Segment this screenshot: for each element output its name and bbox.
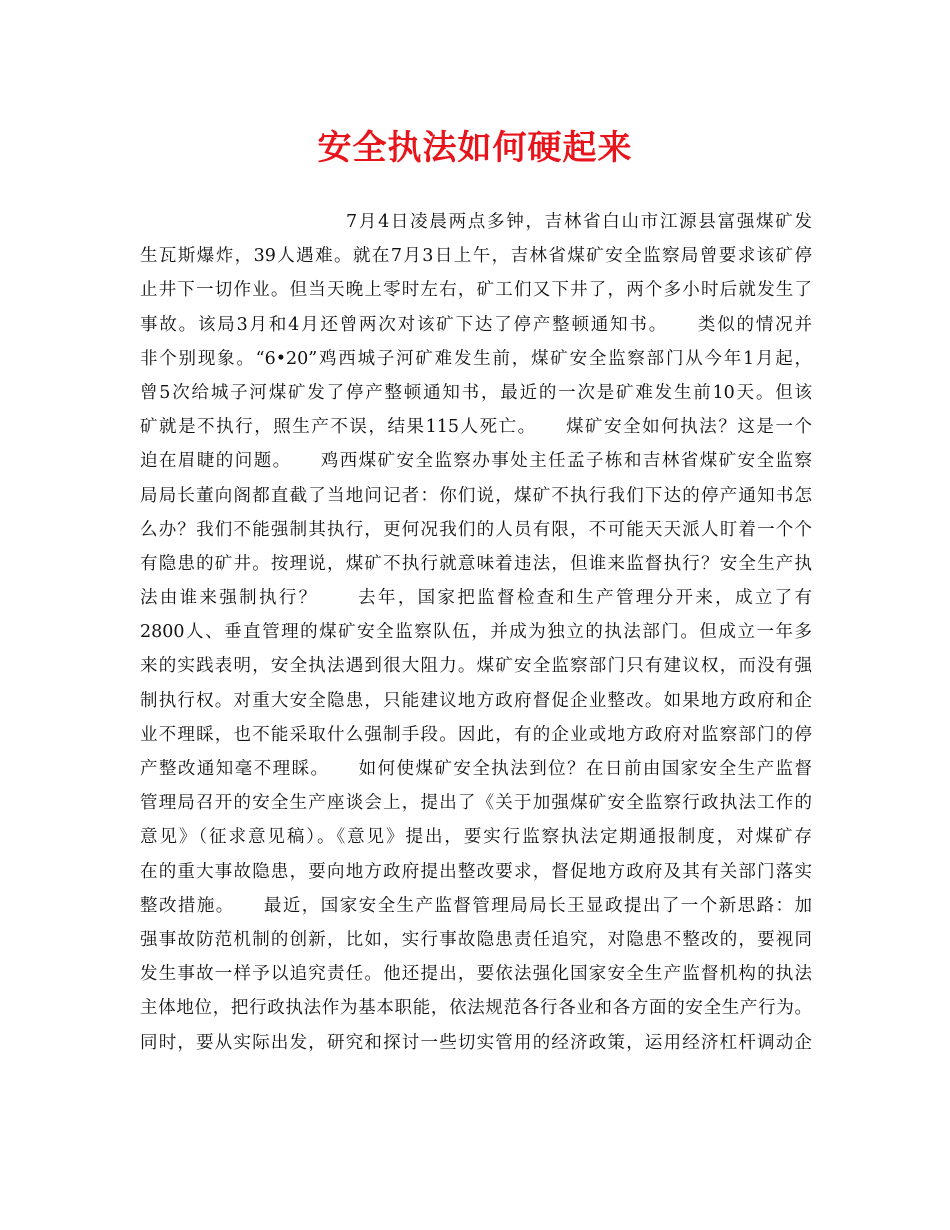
article-line: 非个别现象。“6•20”鸡西城子河矿难发生前，煤矿安全监察部门从今年1月起， — [140, 348, 812, 369]
article-line: 制执行权。对重大安全隐患，只能建议地方政府督促企业整改。如果地方政府和企 — [140, 690, 812, 711]
article-line: 矿就是不执行，照生产不误，结果115人死亡。 煤矿安全如何执法？这是一个 — [140, 417, 812, 438]
article-line: 7月4日凌晨两点多钟，吉林省白山市江源县富强煤矿发 — [346, 212, 812, 232]
article-line: 迫在眉睫的问题。 鸡西煤矿安全监察办事处主任孟子栋和吉林省煤矿安全监察 — [140, 451, 812, 472]
article-line: 2800人、垂直管理的煤矿安全监察队伍，并成为独立的执法部门。但成立一年多 — [140, 622, 812, 643]
article-line: 在的重大事故隐患，要向地方政府提出整改要求，督促地方政府及其有关部门落实 — [140, 861, 812, 882]
article-line: 强事故防范机制的创新，比如，实行事故隐患责任追究，对隐患不整改的，要视同 — [140, 929, 812, 950]
article-body — [140, 205, 812, 1060]
article-line: 业不理睬，也不能采取什么强制手段。因此，有的企业或地方政府对监察部门的停 — [140, 724, 812, 745]
article-line: 同时，要从实际出发，研究和探讨一些切实管用的经济政策，运用经济杠杆调动企 — [140, 1032, 812, 1053]
article-line: 曾5次给城子河煤矿发了停产整顿通知书，最近的一次是矿难发生前10天。但该 — [140, 382, 812, 403]
article-line: 事故。该局3月和4月还曾两次对该矿下达了停产整顿通知书。 类似的情况并 — [140, 314, 812, 335]
article-line: 来的实践表明，安全执法遇到很大阻力。煤矿安全监察部门只有建议权，而没有强 — [140, 656, 812, 677]
article-line: 局局长董向阁都直截了当地问记者：你们说，煤矿不执行我们下达的停产通知书怎 — [140, 485, 812, 506]
article-line: 止井下一切作业。但当天晚上零时左右，矿工们又下井了，两个多小时后就发生了 — [140, 280, 812, 301]
article-line: 主体地位，把行政执法作为基本职能，依法规范各行各业和各方面的安全生产行为。 — [140, 998, 812, 1019]
article-line: 意见》（征求意见稿）。《意见》提出，要实行监察执法定期通报制度，对煤矿存 — [140, 827, 812, 848]
article-line: 法由谁来强制执行？ 去年，国家把监督检查和生产管理分开来，成立了有 — [140, 588, 812, 609]
article-line: 有隐患的矿井。按理说，煤矿不执行就意味着违法，但谁来监督执行？安全生产执 — [140, 553, 812, 574]
article-line: 管理局召开的安全生产座谈会上，提出了《关于加强煤矿安全监察行政执法工作的 — [140, 793, 812, 814]
article-line: 整改措施。 最近，国家安全生产监督管理局局长王显政提出了一个新思路：加 — [140, 895, 812, 916]
page-title: 安全执法如何硬起来 — [317, 128, 633, 168]
article-line: 生瓦斯爆炸，39人遇难。就在7月3日上午，吉林省煤矿安全监察局曾要求该矿停 — [140, 246, 812, 267]
article-line: 么办？我们不能强制其执行，更何况我们的人员有限，不可能天天派人盯着一个个 — [140, 519, 812, 540]
article-line: 发生事故一样予以追究责任。他还提出，要依法强化国家安全生产监督机构的执法 — [140, 964, 812, 985]
article-line: 产整改通知毫不理睬。 如何使煤矿安全执法到位？在日前由国家安全生产监督 — [140, 759, 812, 779]
